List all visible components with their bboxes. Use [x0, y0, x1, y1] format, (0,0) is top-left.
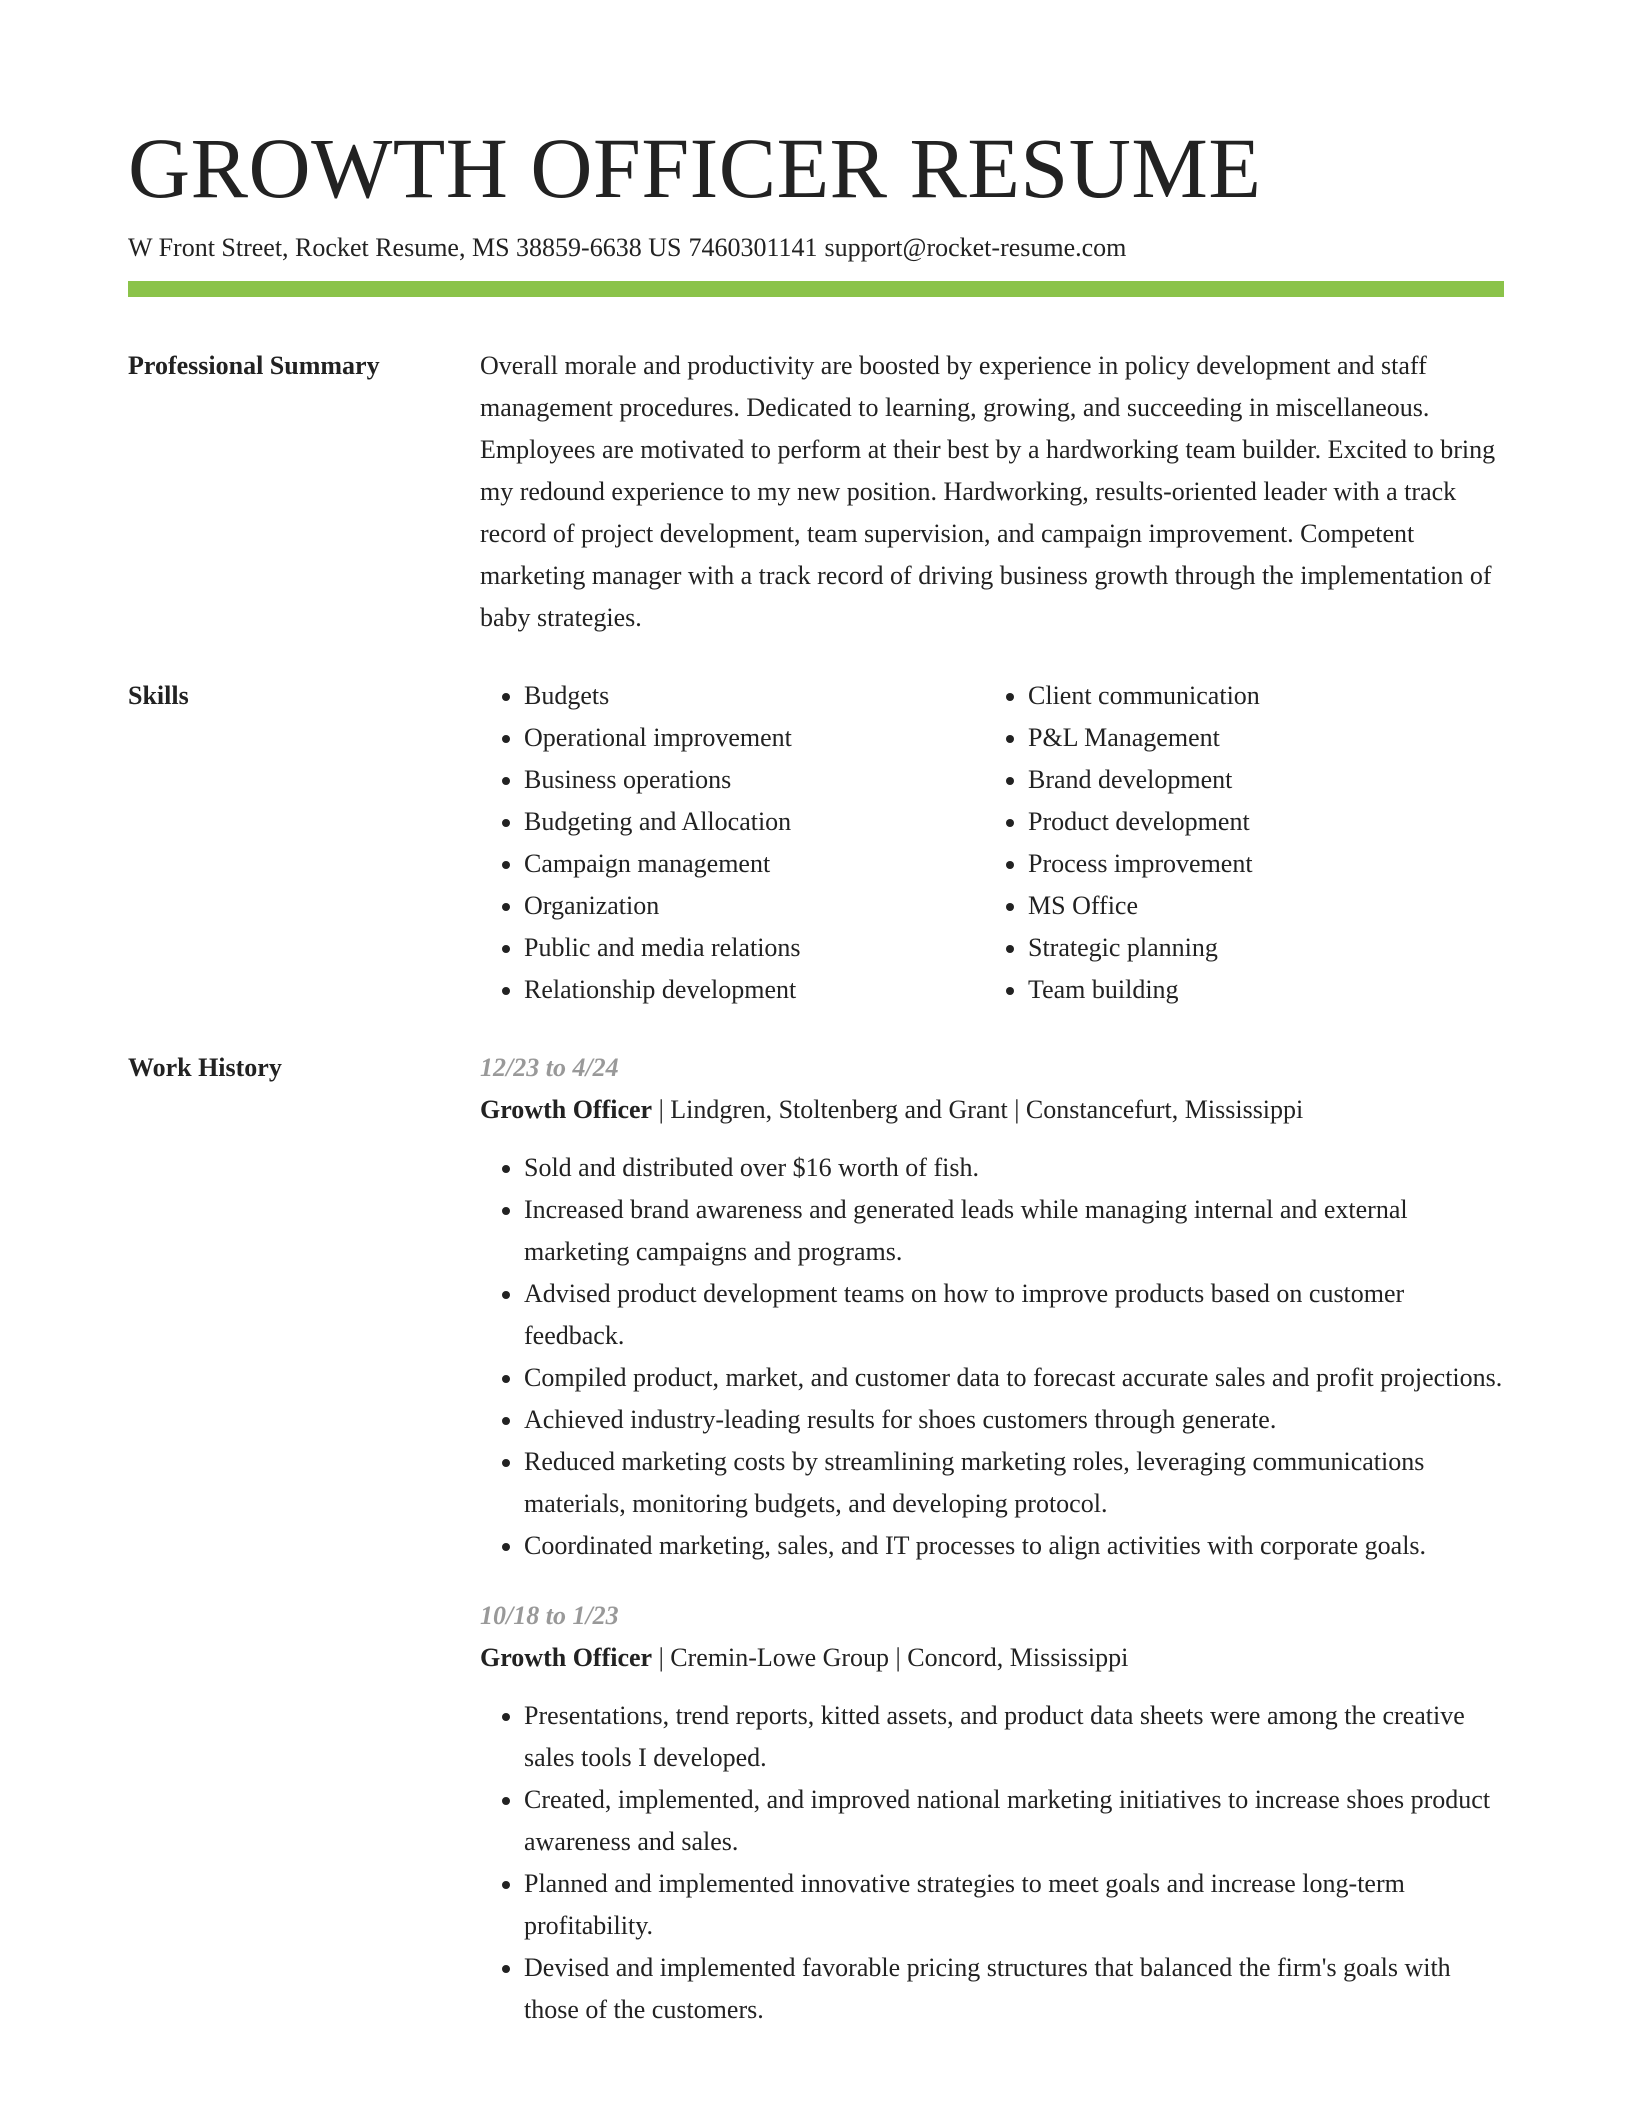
skills-body — [480, 675, 1504, 1011]
skill-item: • Organization — [524, 885, 984, 927]
job-title: Growth Officer — [480, 1643, 653, 1672]
skill-item: • Budgets — [524, 675, 984, 717]
job-heading — [480, 1637, 1504, 1679]
phone-text: 7460301141 — [688, 233, 818, 262]
job-entry — [480, 1595, 1504, 2031]
skill-item: • Process improvement — [1028, 843, 1488, 885]
skills-list-left — [480, 675, 984, 1011]
job-bullet: • Presentations, trend reports, kitted assets, and product data sheets were among the creative sales tools I developed. — [524, 1695, 1504, 1779]
section-title-skills: Skills — [128, 681, 189, 710]
job-bullet: • Compiled product, market, and customer data to forecast accurate sales and profit projections. — [524, 1357, 1504, 1399]
skill-item: • MS Office — [1028, 885, 1488, 927]
job-bullets — [480, 1695, 1504, 2031]
skill-item: • Client communication — [1028, 675, 1488, 717]
skill-item: • Public and media relations — [524, 927, 984, 969]
skill-item: • Brand development — [1028, 759, 1488, 801]
job-bullet: • Sold and distributed over $16 worth of fish. — [524, 1147, 1504, 1189]
resume-title: GROWTH OFFICER RESUME — [128, 120, 1262, 216]
accent-divider — [128, 281, 1504, 297]
skill-item: • Team building — [1028, 969, 1488, 1011]
job-bullet: • Achieved industry-leading results for shoes customers through generate. — [524, 1399, 1504, 1441]
work-history-body — [480, 1047, 1504, 2031]
job-company-location: | Cremin-Lowe Group | Concord, Mississippi — [652, 1643, 1129, 1672]
job-bullets — [480, 1147, 1504, 1567]
job-bullet: • Coordinated marketing, sales, and IT processes to align activities with corporate goals. — [524, 1525, 1504, 1567]
job-bullet: • Advised product development teams on how to improve products based on customer feedback. — [524, 1273, 1504, 1357]
skill-item: • Business operations — [524, 759, 984, 801]
contact-line — [128, 230, 1504, 266]
resume-page — [128, 0, 1504, 2031]
skills-section — [128, 675, 1504, 1011]
skill-item: • Campaign management — [524, 843, 984, 885]
job-dates: 12/23 to 4/24 — [480, 1053, 619, 1082]
job-bullet: • Increased brand awareness and generated leads while managing internal and external marketing campaigns and programs. — [524, 1189, 1504, 1273]
summary-text: Overall morale and productivity are boosted by experience in policy development and staff management procedures. Dedicated to learning, growing, and succeeding in miscellaneous. Employees are motivated to perform at their best by a hardworking team builder. Excited to bring my redound experience to my new position. Hardworking, results-oriented leader with a track record of project development, team supervision, and campaign improvement. Competent marketing manager with a track record of driving business growth through the implementation of baby strategies. — [480, 351, 1496, 632]
job-dates: 10/18 to 1/23 — [480, 1601, 619, 1630]
job-entry — [480, 1047, 1504, 1567]
skill-item: • Product development — [1028, 801, 1488, 843]
section-title-work-history: Work History — [128, 1053, 282, 1082]
skill-item: • P&L Management — [1028, 717, 1488, 759]
job-heading — [480, 1089, 1504, 1131]
section-title-summary: Professional Summary — [128, 351, 380, 380]
job-title: Growth Officer — [480, 1095, 653, 1124]
email-link[interactable]: support@rocket-resume.com — [824, 233, 1127, 262]
address-text: W Front Street, Rocket Resume, MS 38859-6638 US — [128, 233, 682, 262]
job-bullet: • Created, implemented, and improved national marketing initiatives to increase shoes product awareness and sales. — [524, 1779, 1504, 1863]
skills-list-right — [984, 675, 1488, 1011]
skill-item: • Operational improvement — [524, 717, 984, 759]
job-bullet: • Reduced marketing costs by streamlining marketing roles, leveraging communications materials, monitoring budgets, and developing protocol. — [524, 1441, 1504, 1525]
job-company-location: | Lindgren, Stoltenberg and Grant | Constancefurt, Mississippi — [652, 1095, 1304, 1124]
summary-body — [480, 345, 1504, 639]
summary-section — [128, 345, 1504, 639]
job-bullet: • Devised and implemented favorable pricing structures that balanced the firm's goals with those of the customers. — [524, 1947, 1504, 2031]
skill-item: • Strategic planning — [1028, 927, 1488, 969]
skill-item: • Relationship development — [524, 969, 984, 1011]
skill-item: • Budgeting and Allocation — [524, 801, 984, 843]
work-history-section — [128, 1047, 1504, 2031]
job-bullet: • Planned and implemented innovative strategies to meet goals and increase long-term profitability. — [524, 1863, 1504, 1947]
